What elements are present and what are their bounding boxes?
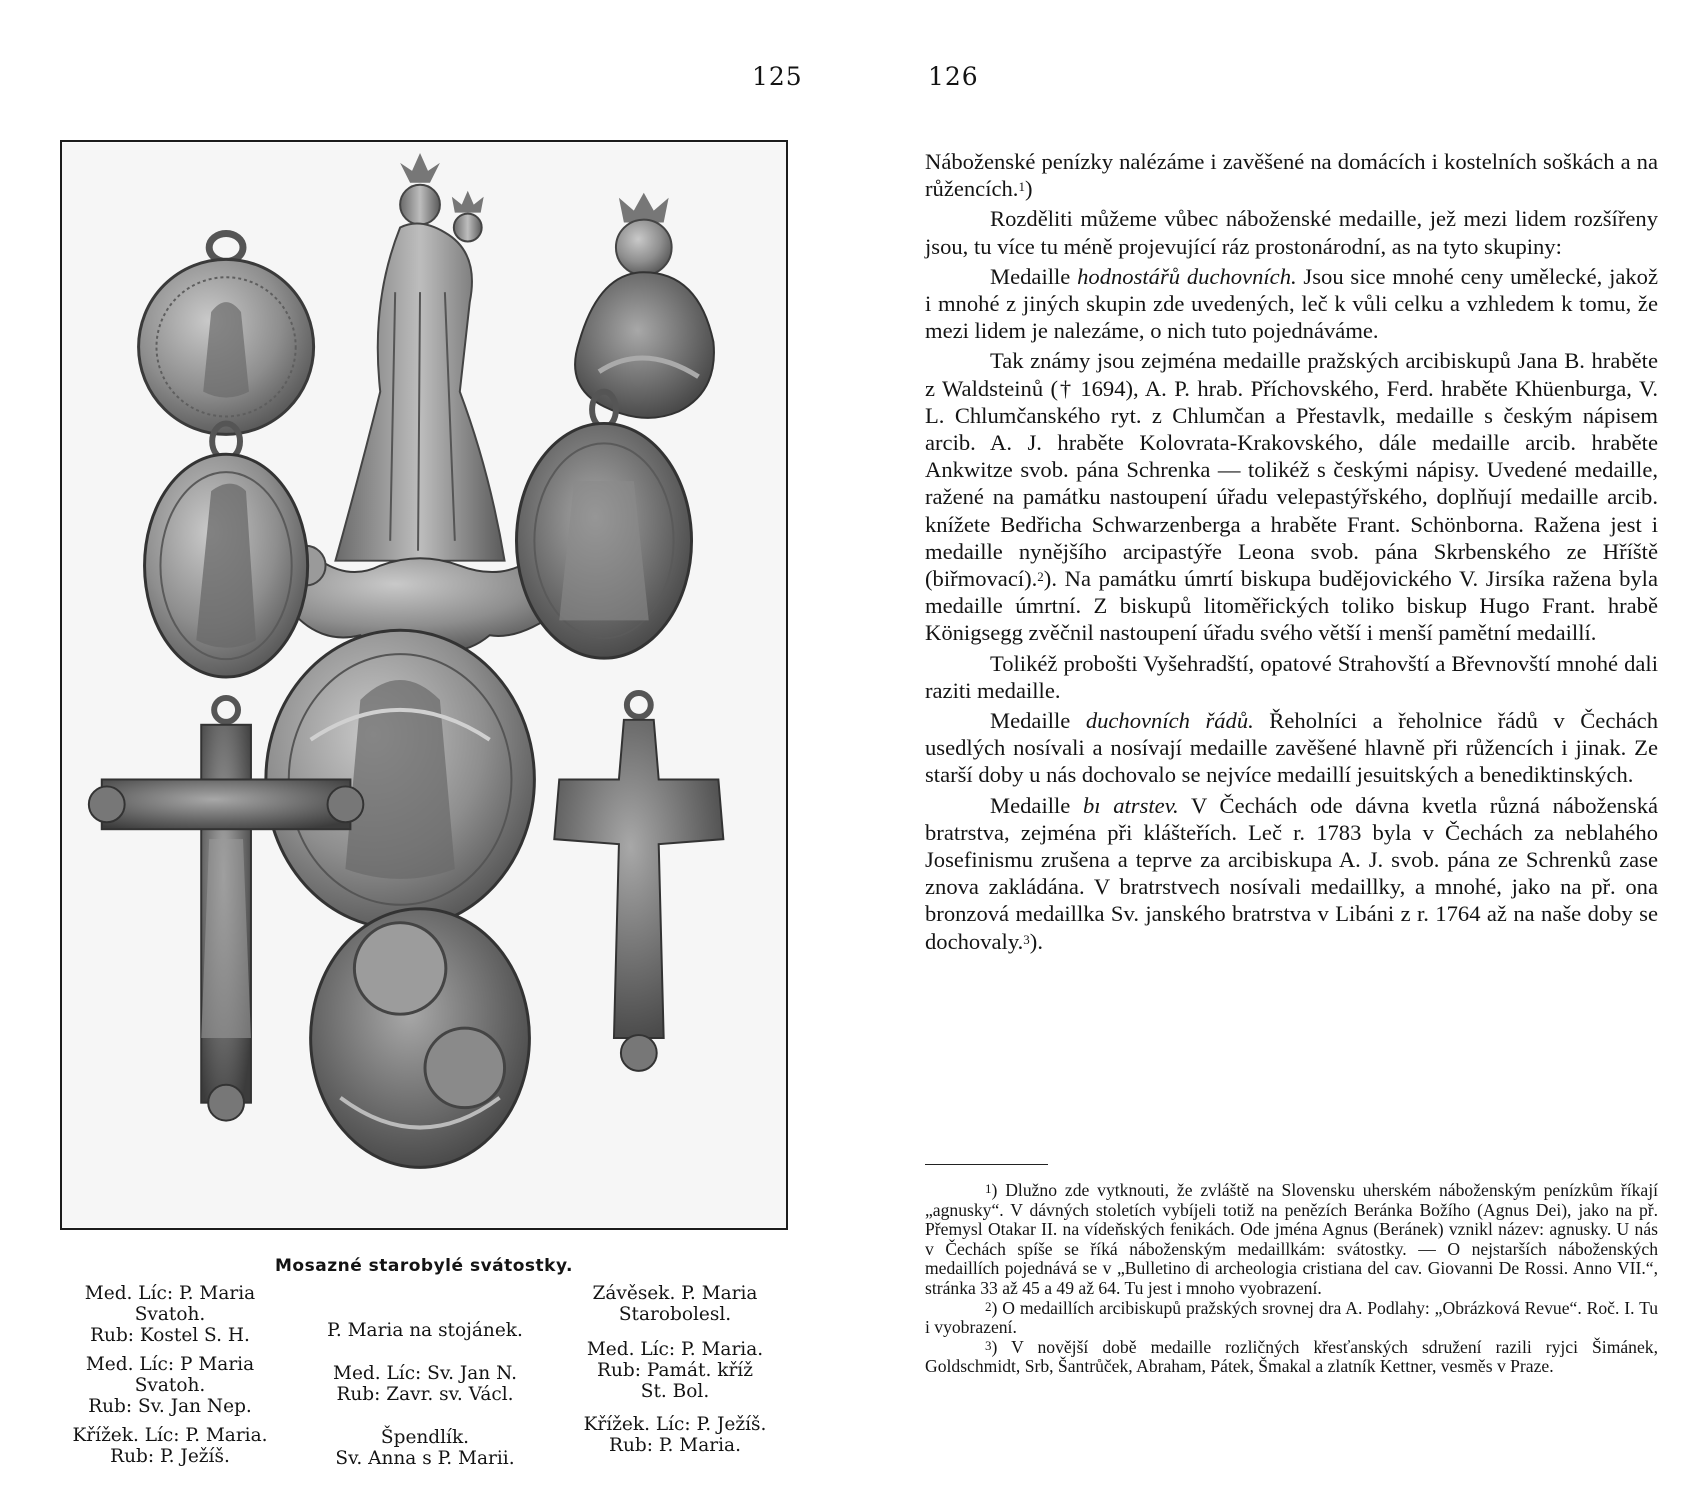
paragraph-7 <box>925 792 1658 955</box>
caption-column-right <box>555 1283 795 1456</box>
madonna-child-pin <box>311 909 530 1168</box>
caption-line: Sv. Anna s P. Marii. <box>335 1448 515 1469</box>
caption-line: Rub: Sv. Jan Nep. <box>88 1396 252 1417</box>
caption-line: Svatoh. <box>134 1375 206 1396</box>
caption-line: St. Bol. <box>640 1381 710 1402</box>
caption-line: Rub: Zavr. sv. Václ. <box>336 1384 514 1405</box>
caption-line: Med. Líc: P. Maria <box>84 1283 256 1304</box>
caption-line: Rub: P. Maria. <box>609 1435 741 1456</box>
paragraph-text: Náboženské penízky nalézáme i zavěšené na domácích i kostelních soškách a na růžencích. <box>925 149 1658 202</box>
footnote-text: ) Dlužno zde vytknouti, že zvláště na Slovensku uherském náboženským penízkům říkají „agnusky“. V dávných stoletích vybíjeli totiž na penězích Beránka Božího (Agnus Dei), jako na př. Přemysl Otakar II. na vídeňských fenikách. Ode jména Agnus (Beránek) vznikl název: agnusky. U nás v Čechách spíše se říká náboženským medaillkám: svátostky. — O nejstarších náboženských medaillích pojednává se v „Bulletino di archeologia cristiana del cav. Giovanni De Rossi. Anno VII.“, stránka 33 až 45 a 49 až 64. Tu jest i mnoho vyobrazení. <box>925 1180 1658 1298</box>
section-heading-italic: hodnostářů duchovních. <box>1077 263 1297 289</box>
paragraph-3 <box>925 263 1658 345</box>
footnote-number: 2 <box>985 1298 992 1314</box>
caption-line: Závěsek. P. Maria <box>592 1283 758 1304</box>
paragraph-text: Medaille <box>990 263 1078 289</box>
footnote-number: 1 <box>985 1181 992 1196</box>
paragraph-4 <box>925 347 1658 646</box>
paragraph-text: ). Na památku úmrtí biskupa budějovického V. Jirsíka ražena byla medaille úmrtní. Z biskupů litoměřických toliko biskup Hugo Frant. hrabě Königsegg zvěčnil nastoupení úřadu svého větší i menší pamětní medaillí. <box>925 566 1658 646</box>
paragraph-text: Medaille <box>990 792 1083 818</box>
section-heading-italic: bı atrstev. <box>1082 792 1179 818</box>
caption-line: Med. Líc: P Maria <box>85 1354 255 1375</box>
footnote-1 <box>925 1181 1658 1299</box>
paragraph-6 <box>925 707 1658 789</box>
footnote-3 <box>925 1338 1658 1377</box>
paragraph-text: ). <box>1029 928 1043 954</box>
page-number-right: 126 <box>928 62 979 91</box>
footnotes <box>925 1181 1658 1377</box>
page-number-left: 125 <box>752 62 803 91</box>
paragraph-text: Tak známy jsou zejména medaille pražských arcibiskupů Jana B. hraběte z Waldsteinů († 1694), A. P. hrab. Příchovského, Ferd. hraběte Khüenburga, V. L. Chlumčanského ryt. z Chlumčan a Přestavlk, medaille s českým nápisem arcib. A. J. hraběte Kolovrata-Krakovského, dále medaille arcib. hraběte Ankwitze svob. pána Schrenka — tolikéž s českými nápisy. Uvedené medaille, ražené na památku nastoupení úřadu velepastýřského, doplňují medaille arcib. knížete Bedřicha Schwarzenberga a hraběte Frant. Schönborna. Ražena jest i medaille nynějšího arcipastýře Leona svob. pána Skrbenského ze Hříště (biřmovací). <box>925 348 1658 592</box>
section-heading-italic: duchovních řádů. <box>1085 708 1254 734</box>
footnote-divider <box>925 1164 1048 1165</box>
paragraph-1 <box>925 148 1658 202</box>
footnote-2 <box>925 1299 1658 1338</box>
footnote-number: 3 <box>985 1337 992 1353</box>
footnote-ref: 2 <box>1037 569 1044 585</box>
caption-line: Špendlík. <box>380 1427 470 1448</box>
caption-column-left <box>50 1283 290 1467</box>
caption-line: Rub: Kostel S. H. <box>90 1325 250 1346</box>
caption-line: Starobolesl. <box>618 1304 732 1325</box>
paragraph-text: V Čechách ode dávna kvetla různá náboženská bratrstva, zejména při klášteřích. Leč r. 1783 byla v Čechách za neblahého Josefinismu zrušena a teprve za arcibiskupa A. J. svob. pána ze Schrenků zase znova zakládána. V bratrstvech nosívali medaillky, a mnohé, jako na př. ona bronzová medaillka Sv. janského bratrstva v Libáni z r. 1764 až na naše doby se dochovaly. <box>925 792 1659 954</box>
footnote-text: ) V novější době medaille rozličných křesťanských sdružení razili ryjci Šimánek, Goldschmidt, Srb, Šantrůček, Abraham, Pátek, Šmakal a zlatník Kettner, vesměs v Praze. <box>925 1336 1658 1377</box>
caption-line: Křížek. Líc: P. Maria. <box>72 1425 268 1446</box>
paragraph-text: Řeholníci a řeholnice řádů v Čechách usedlých nosívali a nosívají medaille zavěšené hlavně při růžencích i jinak. Ze starší doby u nás dochovalo se nejvíce medaillí jesuitských a benediktinských. <box>925 708 1658 788</box>
caption-line: Svatoh. <box>134 1304 206 1325</box>
caption-line: P. Maria na stojánek. <box>327 1320 523 1341</box>
caption-line: Med. Líc: P. Maria. <box>586 1339 764 1360</box>
caption-column-middle <box>300 1320 550 1469</box>
paragraph-5: Tolikéž probošti Vyšehradští, opatové Strahovští a Břevnovští mnohé dali raziti medaille. <box>925 650 1658 703</box>
body-text <box>925 148 1658 955</box>
paragraph-text: Medaille <box>990 708 1086 734</box>
caption-line: Křížek. Líc: P. Ježíš. <box>583 1414 767 1435</box>
caption-line: Rub: P. Ježíš. <box>110 1446 230 1467</box>
footnote-ref: 3 <box>1023 931 1030 947</box>
plate-caption-title: Mosazné starobylé svátostky. <box>275 1256 573 1276</box>
paragraph-text: Jsou sice mnohé ceny umělecké, jakož i mnohé z jiných skupin zde uvedených, leč k vůli celku a vzhledem k tomu, že mezi lidem je nalezáme, o nich tuto pojednáváme. <box>925 263 1658 344</box>
caption-line: Med. Líc: Sv. Jan N. <box>333 1363 517 1384</box>
medals-plate-photo <box>60 140 788 1230</box>
footnote-ref: 1 <box>1018 179 1025 195</box>
paragraph-text: ) <box>1024 176 1033 202</box>
paragraph-2: Rozděliti můžeme vůbec náboženské medaille, jež mezi lidem rozšířeny jsou, tu více tu méně projevující ráz prostonárodní, as na tyto skupiny: <box>925 206 1658 259</box>
caption-line: Rub: Památ. kříž <box>597 1360 753 1381</box>
footnote-text: ) O medaillích arcibiskupů pražských srovnej dra A. Podlahy: „Obrázková Revue“. Roč. I. Tu i vyobrazení. <box>925 1297 1658 1338</box>
